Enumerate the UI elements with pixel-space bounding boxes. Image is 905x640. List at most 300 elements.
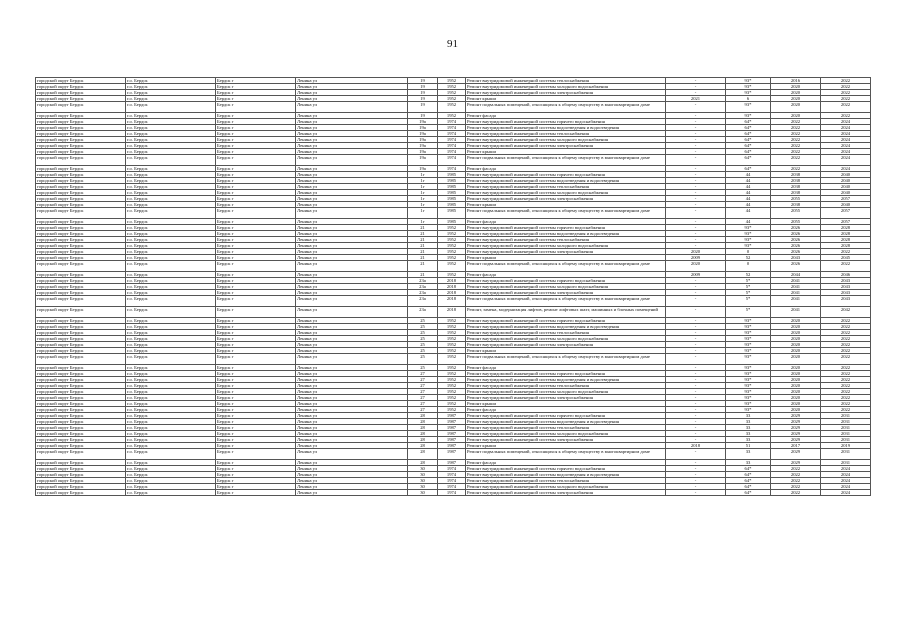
cell-settlement: г.о. Бердск [126,371,216,377]
cell-build-year: 2018 [438,278,466,284]
cell-street: Ленина ул [296,219,408,225]
cell-street: Ленина ул [296,431,408,437]
cell-street: Ленина ул [296,249,408,255]
cell-last-repair: - [666,348,726,354]
cell-build-year: 2018 [438,307,466,318]
cell-wear: 64* [726,472,771,478]
cell-build-year: 1952 [438,330,466,336]
cell-plan-start: 2020 [771,383,821,389]
cell-municipality: городской округ Бердск [36,125,126,131]
table-row [36,490,871,496]
cell-build-year: 1952 [438,225,466,231]
cell-plan-start: 2055 [771,219,821,225]
cell-house: 19а [408,131,438,137]
cell-build-year: 1952 [438,324,466,330]
cell-street: Ленина ул [296,348,408,354]
cell-street: Ленина ул [296,143,408,149]
cell-street: Ленина ул [296,307,408,318]
cell-wear: 93* [726,354,771,365]
cell-plan-end: 2042 [821,307,871,318]
cell-plan-end: 2022 [821,389,871,395]
cell-work-type: Ремонт внутридомовой инженерной системы водоотведения и водоотведения [466,125,666,131]
cell-plan-end: 2022 [821,336,871,342]
cell-plan-start: 2022 [771,137,821,143]
table-row [36,208,871,219]
cell-work-type: Ремонт внутридомовой инженерной системы горячего водоснабжения [466,318,666,324]
cell-wear: 93* [726,84,771,90]
cell-street: Ленина ул [296,261,408,272]
cell-plan-end: 2046 [821,272,871,278]
cell-house: 21 [408,243,438,249]
cell-last-repair: - [666,318,726,324]
cell-plan-end: 2028 [821,231,871,237]
cell-wear: 0 [726,249,771,255]
repair-schedule-table [35,77,871,496]
cell-work-type: Ремонт внутридомовой инженерной системы электроснабжения [466,437,666,443]
cell-plan-end: 2028 [821,243,871,249]
cell-work-type: Ремонт крыши [466,348,666,354]
cell-settlement: г.о. Бердск [126,365,216,371]
cell-last-repair: - [666,208,726,219]
cell-settlement: г.о. Бердск [126,395,216,401]
cell-municipality: городской округ Бердск [36,407,126,413]
cell-plan-end: 2031 [821,425,871,431]
cell-city: Бердск г [216,377,296,383]
cell-municipality: городской округ Бердск [36,225,126,231]
cell-last-repair: - [666,196,726,202]
cell-work-type: Ремонт внутридомовой инженерной системы теплоснабжения [466,478,666,484]
cell-last-repair: - [666,383,726,389]
cell-last-repair: - [666,437,726,443]
cell-work-type: Ремонт внутридомовой инженерной системы электроснабжения [466,290,666,296]
cell-plan-end: 2022 [821,395,871,401]
cell-street: Ленина ул [296,166,408,172]
cell-plan-end: 2024 [821,466,871,472]
cell-city: Бердск г [216,484,296,490]
cell-build-year: 1987 [438,460,466,466]
cell-wear: 93* [726,371,771,377]
cell-wear: 44 [726,178,771,184]
cell-wear: 93* [726,231,771,237]
cell-plan-end: 2031 [821,460,871,466]
cell-street: Ленина ул [296,443,408,449]
cell-house: 25 [408,342,438,348]
cell-plan-start: 2043 [771,255,821,261]
cell-build-year: 1985 [438,208,466,219]
cell-street: Ленина ул [296,102,408,113]
cell-wear: 64* [726,484,771,490]
cell-city: Бердск г [216,478,296,484]
cell-municipality: городской округ Бердск [36,419,126,425]
cell-street: Ленина ул [296,395,408,401]
cell-work-type: Ремонт внутридомовой инженерной системы холодного водоснабжения [466,137,666,143]
cell-plan-end: 2022 [821,348,871,354]
cell-settlement: г.о. Бердск [126,261,216,272]
cell-plan-start: 2041 [771,278,821,284]
cell-city: Бердск г [216,284,296,290]
cell-build-year: 2018 [438,284,466,290]
cell-build-year: 1952 [438,318,466,324]
cell-plan-end: 2031 [821,413,871,419]
cell-city: Бердск г [216,354,296,365]
cell-work-type: Ремонт внутридомовой инженерной системы водоотведения и водоотведения [466,377,666,383]
cell-city: Бердск г [216,365,296,371]
cell-plan-start: 2055 [771,208,821,219]
cell-city: Бердск г [216,431,296,437]
cell-settlement: г.о. Бердск [126,324,216,330]
cell-settlement: г.о. Бердск [126,290,216,296]
cell-plan-start: 2022 [771,478,821,484]
cell-plan-end: 2022 [821,318,871,324]
cell-work-type: Ремонт внутридомовой инженерной системы теплоснабжения [466,425,666,431]
cell-last-repair: - [666,449,726,460]
cell-house: 21 [408,249,438,255]
cell-wear: 6 [726,96,771,102]
cell-settlement: г.о. Бердск [126,449,216,460]
cell-street: Ленина ул [296,208,408,219]
cell-house: 23а [408,307,438,318]
cell-last-repair: 2020 [666,261,726,272]
cell-plan-start: 2029 [771,419,821,425]
cell-build-year: 1974 [438,131,466,137]
cell-street: Ленина ул [296,125,408,131]
cell-plan-start: 2026 [771,231,821,237]
cell-municipality: городской округ Бердск [36,365,126,371]
cell-street: Ленина ул [296,243,408,249]
cell-street: Ленина ул [296,225,408,231]
cell-work-type: Ремонт крыши [466,255,666,261]
repair-schedule-table-wrap [35,77,870,496]
cell-plan-start: 2020 [771,318,821,324]
cell-build-year: 1985 [438,202,466,208]
cell-last-repair: - [666,143,726,149]
cell-build-year: 1952 [438,395,466,401]
cell-municipality: городской округ Бердск [36,484,126,490]
cell-settlement: г.о. Бердск [126,172,216,178]
cell-plan-start: 2020 [771,407,821,413]
cell-municipality: городской округ Бердск [36,166,126,172]
cell-settlement: г.о. Бердск [126,490,216,496]
cell-house: 1г [408,178,438,184]
cell-street: Ленина ул [296,237,408,243]
cell-build-year: 1952 [438,249,466,255]
cell-house: 21 [408,255,438,261]
cell-last-repair: - [666,219,726,225]
cell-settlement: г.о. Бердск [126,155,216,166]
cell-wear: 93* [726,383,771,389]
cell-plan-start: 2022 [771,466,821,472]
cell-last-repair: - [666,419,726,425]
cell-plan-end: 2022 [821,84,871,90]
cell-wear: 93* [726,401,771,407]
cell-plan-end: 2043 [821,290,871,296]
cell-plan-end: 2022 [821,371,871,377]
cell-street: Ленина ул [296,336,408,342]
cell-wear: 44 [726,172,771,178]
cell-street: Ленина ул [296,413,408,419]
cell-wear: 93* [726,237,771,243]
cell-last-repair: - [666,172,726,178]
cell-street: Ленина ул [296,290,408,296]
cell-municipality: городской округ Бердск [36,113,126,119]
cell-street: Ленина ул [296,278,408,284]
cell-plan-start: 2041 [771,307,821,318]
cell-house: 21 [408,272,438,278]
cell-house: 1г [408,196,438,202]
cell-house: 25 [408,348,438,354]
cell-municipality: городской округ Бердск [36,330,126,336]
cell-street: Ленина ул [296,155,408,166]
cell-settlement: г.о. Бердск [126,437,216,443]
cell-work-type: Ремонт внутридомовой инженерной системы горячего водоснабжения [466,371,666,377]
cell-municipality: городской округ Бердск [36,401,126,407]
cell-build-year: 1952 [438,365,466,371]
table-row [36,155,871,166]
cell-house: 28 [408,449,438,460]
cell-house: 25 [408,324,438,330]
cell-work-type: Ремонт фасада [466,219,666,225]
cell-work-type: Ремонт подвальных помещений, относящихся к общему имуществу в многоквартирном доме [466,296,666,307]
cell-last-repair: - [666,202,726,208]
cell-work-type: Ремонт внутридомовой инженерной системы электроснабжения [466,395,666,401]
cell-municipality: городской округ Бердск [36,443,126,449]
cell-plan-start: 2020 [771,90,821,96]
cell-plan-start: 2038 [771,190,821,196]
cell-wear: 93* [726,365,771,371]
cell-settlement: г.о. Бердск [126,225,216,231]
cell-municipality: городской округ Бердск [36,460,126,466]
cell-settlement: г.о. Бердск [126,102,216,113]
cell-city: Бердск г [216,336,296,342]
cell-street: Ленина ул [296,78,408,84]
cell-build-year: 1974 [438,137,466,143]
cell-work-type: Ремонт внутридомовой инженерной системы электроснабжения [466,249,666,255]
cell-street: Ленина ул [296,96,408,102]
cell-wear: 93* [726,318,771,324]
cell-municipality: городской округ Бердск [36,219,126,225]
cell-work-type: Ремонт подвальных помещений, относящихся к общему имуществу в многоквартирном доме [466,261,666,272]
cell-work-type: Ремонт крыши [466,149,666,155]
cell-street: Ленина ул [296,113,408,119]
cell-last-repair: - [666,119,726,125]
cell-city: Бердск г [216,172,296,178]
cell-work-type: Ремонт внутридомовой инженерной системы водоотведения и водоотведения [466,419,666,425]
cell-street: Ленина ул [296,324,408,330]
cell-settlement: г.о. Бердск [126,401,216,407]
cell-plan-start: 2041 [771,290,821,296]
cell-wear: 64* [726,131,771,137]
cell-settlement: г.о. Бердск [126,443,216,449]
cell-wear: 44 [726,190,771,196]
cell-wear: 44 [726,208,771,219]
cell-last-repair: - [666,149,726,155]
cell-settlement: г.о. Бердск [126,96,216,102]
cell-plan-start: 2029 [771,425,821,431]
cell-build-year: 1974 [438,155,466,166]
cell-settlement: г.о. Бердск [126,249,216,255]
cell-plan-start: 2026 [771,225,821,231]
cell-street: Ленина ул [296,137,408,143]
cell-street: Ленина ул [296,202,408,208]
cell-settlement: г.о. Бердск [126,119,216,125]
cell-work-type: Ремонт внутридомовой инженерной системы холодного водоснабжения [466,389,666,395]
cell-city: Бердск г [216,466,296,472]
cell-city: Бердск г [216,190,296,196]
cell-house: 25 [408,354,438,365]
cell-wear: 93* [726,78,771,84]
cell-plan-start: 2038 [771,202,821,208]
cell-work-type: Ремонт внутридомовой инженерной системы холодного водоснабжения [466,431,666,437]
cell-build-year: 1952 [438,272,466,278]
cell-wear: 44 [726,202,771,208]
cell-city: Бердск г [216,307,296,318]
cell-wear: 5* [726,290,771,296]
cell-street: Ленина ул [296,407,408,413]
cell-settlement: г.о. Бердск [126,407,216,413]
cell-build-year: 1987 [438,449,466,460]
cell-settlement: г.о. Бердск [126,330,216,336]
cell-last-repair: - [666,342,726,348]
cell-plan-end: 2022 [821,354,871,365]
cell-settlement: г.о. Бердск [126,472,216,478]
cell-plan-end: 2043 [821,296,871,307]
cell-municipality: городской округ Бердск [36,348,126,354]
cell-wear: 93* [726,342,771,348]
cell-street: Ленина ул [296,460,408,466]
cell-last-repair: - [666,84,726,90]
cell-last-repair: - [666,307,726,318]
cell-wear: 64* [726,166,771,172]
cell-work-type: Ремонт фасада [466,113,666,119]
cell-plan-end: 2022 [821,407,871,413]
cell-city: Бердск г [216,131,296,137]
cell-municipality: городской округ Бердск [36,389,126,395]
cell-city: Бердск г [216,437,296,443]
cell-wear: 93* [726,348,771,354]
cell-last-repair: 2009 [666,255,726,261]
cell-municipality: городской округ Бердск [36,290,126,296]
cell-wear: 44 [726,184,771,190]
cell-settlement: г.о. Бердск [126,296,216,307]
cell-house: 27 [408,377,438,383]
cell-street: Ленина ул [296,330,408,336]
cell-house: 19а [408,125,438,131]
cell-plan-end: 2031 [821,437,871,443]
cell-city: Бердск г [216,348,296,354]
cell-street: Ленина ул [296,365,408,371]
cell-plan-start: 2026 [771,261,821,272]
cell-municipality: городской округ Бердск [36,307,126,318]
cell-wear: 33 [726,419,771,425]
cell-municipality: городской округ Бердск [36,261,126,272]
cell-municipality: городской округ Бердск [36,237,126,243]
cell-plan-end: 2022 [821,249,871,255]
cell-municipality: городской округ Бердск [36,231,126,237]
cell-plan-end: 2040 [821,184,871,190]
cell-build-year: 1952 [438,113,466,119]
cell-house: 28 [408,425,438,431]
cell-last-repair: - [666,389,726,395]
cell-build-year: 1987 [438,419,466,425]
cell-wear: 64* [726,119,771,125]
cell-last-repair: - [666,354,726,365]
cell-house: 25 [408,330,438,336]
cell-plan-start: 2016 [771,78,821,84]
cell-municipality: городской округ Бердск [36,102,126,113]
cell-build-year: 1952 [438,336,466,342]
cell-house: 1г [408,172,438,178]
cell-house: 30 [408,478,438,484]
cell-settlement: г.о. Бердск [126,131,216,137]
cell-plan-start: 2022 [771,131,821,137]
cell-plan-end: 2022 [821,383,871,389]
cell-wear: 64* [726,143,771,149]
cell-build-year: 1952 [438,84,466,90]
cell-plan-start: 2038 [771,184,821,190]
cell-work-type: Ремонт внутридомовой инженерной системы горячего водоснабжения [466,225,666,231]
cell-street: Ленина ул [296,490,408,496]
cell-build-year: 1952 [438,261,466,272]
cell-municipality: городской округ Бердск [36,395,126,401]
cell-city: Бердск г [216,460,296,466]
cell-city: Бердск г [216,137,296,143]
cell-house: 27 [408,389,438,395]
cell-work-type: Ремонт внутридомовой инженерной системы теплоснабжения [466,131,666,137]
cell-work-type: Ремонт внутридомовой инженерной системы холодного водоснабжения [466,484,666,490]
cell-city: Бердск г [216,371,296,377]
cell-house: 21 [408,231,438,237]
cell-house: 30 [408,484,438,490]
cell-wear: 52 [726,255,771,261]
cell-build-year: 2018 [438,296,466,307]
cell-street: Ленина ул [296,371,408,377]
cell-house: 1г [408,208,438,219]
cell-house: 28 [408,437,438,443]
cell-work-type: Ремонт внутридомовой инженерной системы горячего водоснабжения [466,413,666,419]
cell-settlement: г.о. Бердск [126,484,216,490]
cell-house: 19 [408,90,438,96]
cell-work-type: Ремонт фасада [466,460,666,466]
cell-settlement: г.о. Бердск [126,196,216,202]
cell-build-year: 1987 [438,437,466,443]
cell-municipality: городской округ Бердск [36,437,126,443]
cell-settlement: г.о. Бердск [126,149,216,155]
cell-build-year: 1974 [438,478,466,484]
cell-wear: 64* [726,137,771,143]
cell-city: Бердск г [216,389,296,395]
cell-street: Ленина ул [296,231,408,237]
cell-municipality: городской округ Бердск [36,466,126,472]
cell-settlement: г.о. Бердск [126,84,216,90]
cell-municipality: городской округ Бердск [36,184,126,190]
cell-plan-start: 2022 [771,125,821,131]
cell-last-repair: - [666,296,726,307]
cell-last-repair: - [666,377,726,383]
cell-street: Ленина ул [296,437,408,443]
cell-last-repair: - [666,490,726,496]
cell-last-repair: 2009 [666,272,726,278]
cell-city: Бердск г [216,166,296,172]
cell-build-year: 1952 [438,255,466,261]
cell-city: Бердск г [216,449,296,460]
cell-city: Бердск г [216,296,296,307]
cell-build-year: 1985 [438,178,466,184]
cell-street: Ленина ул [296,478,408,484]
cell-plan-start: 2026 [771,237,821,243]
cell-plan-start: 2020 [771,330,821,336]
cell-plan-start: 2026 [771,243,821,249]
cell-settlement: г.о. Бердск [126,255,216,261]
